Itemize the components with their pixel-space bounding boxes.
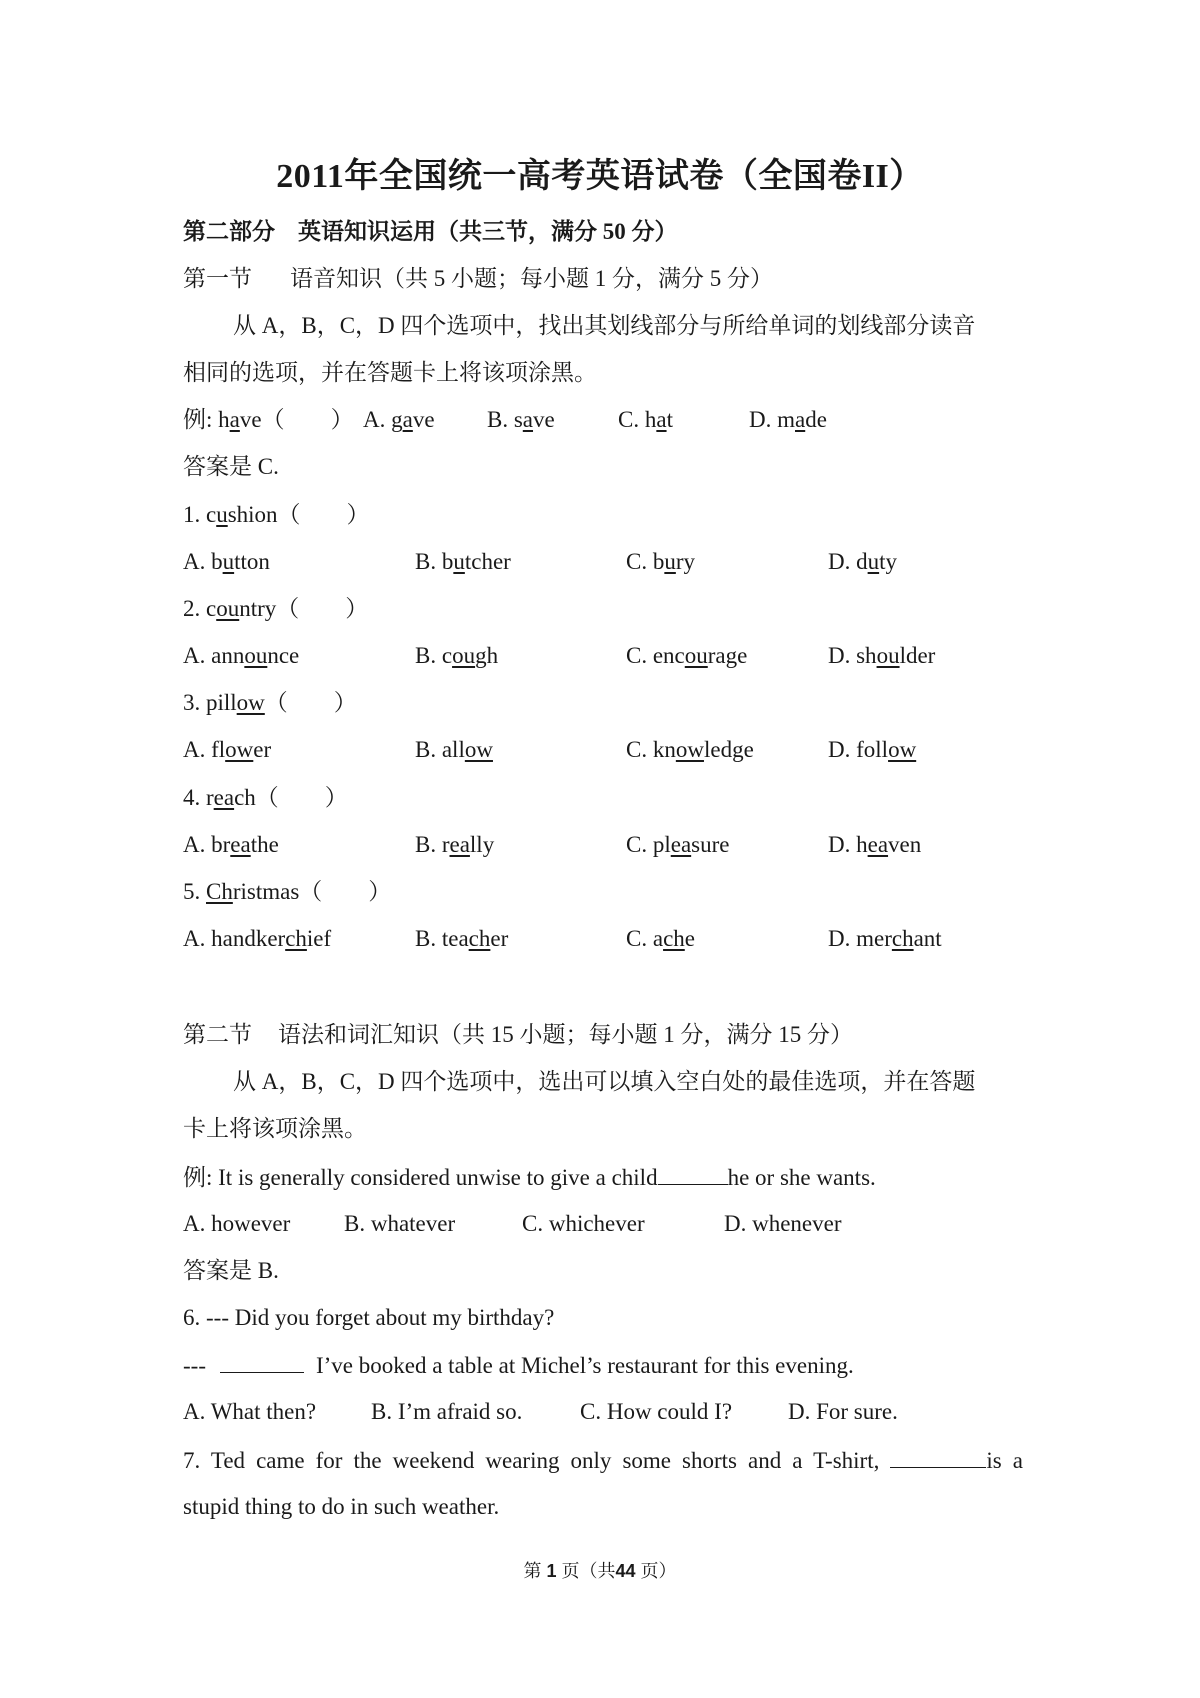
q2-option-c: C. encourage — [626, 643, 748, 668]
q7-blank — [890, 1445, 986, 1468]
q4-option-c: C. pleasure — [626, 832, 730, 857]
example-option-b: B. save — [487, 407, 555, 432]
example-option-d: D. whenever — [724, 1211, 842, 1236]
example-option-a: A. however — [183, 1211, 291, 1236]
page-total: 44 — [615, 1561, 636, 1581]
q2-option-d: D. shoulder — [828, 643, 936, 668]
example-option-c: C. whichever — [522, 1211, 645, 1236]
question-1: 1. cushion（ ） — [183, 502, 370, 527]
section1-instruction-line2: 相同的选项，并在答题卡上将该项涂黑。 — [183, 360, 597, 385]
page-footer: 第 1 页（共44 页） — [523, 1561, 677, 1581]
q2-option-a: A. announce — [183, 643, 300, 668]
q6-blank — [220, 1350, 304, 1373]
q4-option-a: A. breathe — [183, 832, 279, 857]
question-6-line1: 6. --- Did you forget about my birthday? — [183, 1305, 555, 1330]
q6-option-a: A. What then? — [183, 1399, 317, 1424]
question-4: 4. reach（ ） — [183, 785, 348, 810]
example-option-d: D. made — [749, 407, 827, 432]
page-number: 1 — [546, 1561, 557, 1581]
question-7-line2: stupid thing to do in such weather. — [183, 1494, 500, 1519]
section1-answer: 答案是 C. — [183, 454, 279, 479]
q4-option-b: B. really — [415, 832, 495, 857]
q3-option-a: A. flower — [183, 737, 272, 762]
section2-example: 例: It is generally considered unwise to give a child he or she wants. — [183, 1162, 1023, 1193]
section1-heading — [183, 264, 1023, 294]
q3-option-d: D. follow — [828, 737, 917, 762]
q6-option-c: C. How could I? — [580, 1399, 733, 1424]
q5-option-b: B. teacher — [415, 926, 509, 951]
example-word: 例: have（ ） — [183, 407, 354, 432]
q5-option-d: D. merchant — [828, 926, 942, 951]
part2-heading: 第二部分 英语知识运用（共三节，满分 50 分） — [183, 219, 678, 244]
q6-option-b: B. I’m afraid so. — [371, 1399, 523, 1424]
q6-option-d: D. For sure. — [788, 1399, 898, 1424]
example-option-c: C. hat — [618, 407, 673, 432]
q5-option-c: C. ache — [626, 926, 695, 951]
q3-option-b: B. allow — [415, 737, 493, 762]
section2-heading — [183, 1020, 1023, 1050]
q1-option-a: A. button — [183, 549, 270, 574]
section2-answer: 答案是 B. — [183, 1258, 279, 1283]
question-6-line2: --- I’ve booked a table at Michel’s restaurant for this evening. — [183, 1350, 1023, 1381]
example-blank — [658, 1162, 728, 1185]
section2-title: 语法和词汇知识（共 15 小题；每小题 1 分，满分 15 分） — [278, 1022, 853, 1047]
section1-instruction-line1: 从 A，B，C，D 四个选项中，找出其划线部分与所给单词的划线部分读音 — [233, 313, 976, 338]
page-title: 2011年全国统一高考英语试卷（全国卷II） — [276, 158, 924, 195]
q4-option-d: D. heaven — [828, 832, 922, 857]
question-5: 5. Christmas（ ） — [183, 879, 392, 904]
section1-label: 第一节 — [183, 266, 252, 291]
q2-option-b: B. cough — [415, 643, 499, 668]
q5-option-a: A. handkerchief — [183, 926, 332, 951]
question-3: 3. pillow（ ） — [183, 690, 357, 715]
question-2: 2. country（ ） — [183, 596, 369, 621]
section2-instruction-line2: 卡上将该项涂黑。 — [183, 1116, 367, 1141]
section1-title: 语音知识（共 5 小题；每小题 1 分，满分 5 分） — [290, 266, 773, 291]
example-option-b: B. whatever — [344, 1211, 456, 1236]
example-option-a: A. gave — [363, 407, 435, 432]
question-7-line1: 7. Ted came for the weekend wearing only some shorts and a T-shirt, is a — [183, 1445, 1023, 1476]
q3-option-c: C. knowledge — [626, 737, 754, 762]
q1-option-b: B. butcher — [415, 549, 511, 574]
q1-option-d: D. duty — [828, 549, 898, 574]
q1-option-c: C. bury — [626, 549, 696, 574]
section2-label: 第二节 — [183, 1022, 252, 1047]
section2-instruction-line1: 从 A，B，C，D 四个选项中，选出可以填入空白处的最佳选项，并在答题 — [233, 1069, 976, 1094]
